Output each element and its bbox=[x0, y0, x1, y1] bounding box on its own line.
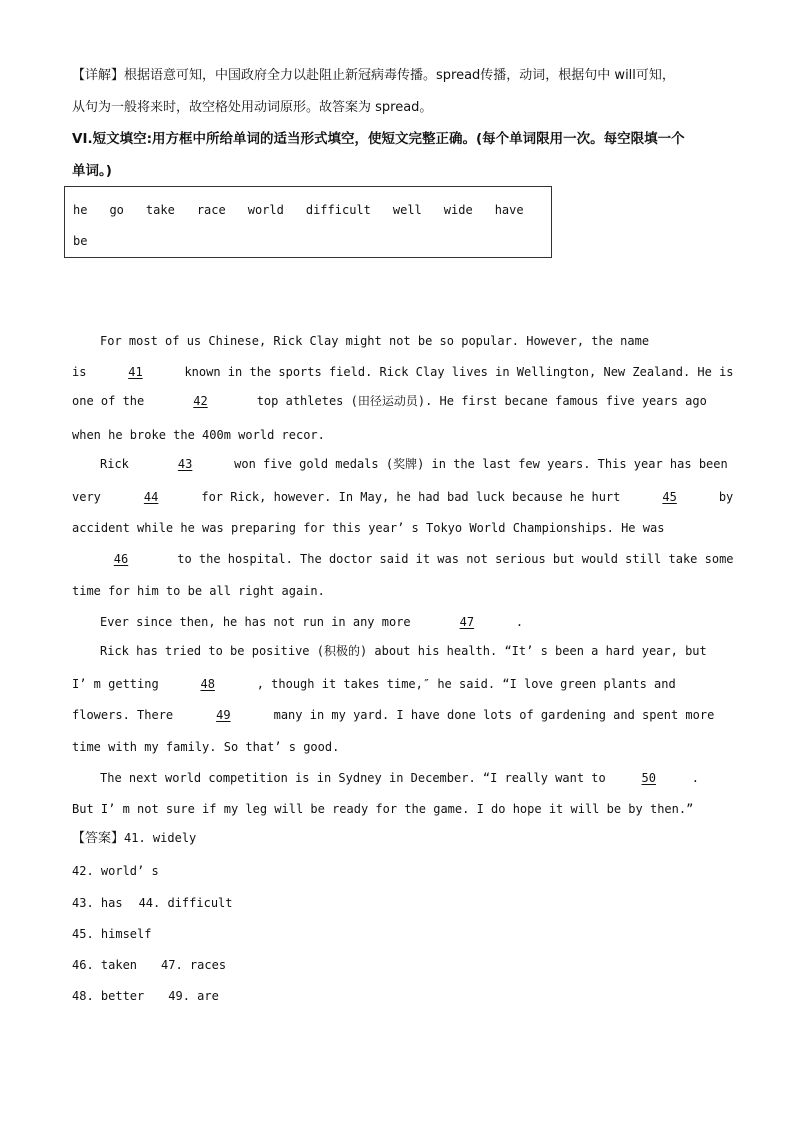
answer-45: 45. himself bbox=[72, 927, 152, 941]
answer-line-1 bbox=[72, 830, 196, 847]
p4-line-2: I’ m getting 48 , though it takes time,″ he said. “I love green plants and bbox=[72, 677, 676, 691]
blank-42[interactable]: 42 bbox=[193, 394, 208, 408]
section-heading-line-1: VI.短文填空:用方框中所给单词的适当形式填空，使短文完整正确。(每个单词限用一次。每空限填一个 bbox=[72, 131, 685, 147]
p1-line-4: when he broke the 400m world recor. bbox=[72, 428, 325, 442]
word-box-row-1 bbox=[73, 203, 546, 217]
p4-line-4: time with my family. So that’ s good. bbox=[72, 740, 340, 754]
blank-50[interactable]: 50 bbox=[641, 771, 656, 785]
word-box bbox=[64, 186, 552, 258]
answer-47: 47. races bbox=[161, 958, 227, 972]
p2-line-2: very 44 for Rick, however. In May, he had bad luck because he hurt 45 by bbox=[72, 490, 734, 504]
answer-line-3 bbox=[72, 895, 233, 911]
p5-line-2: But I’ m not sure if my leg will be ready for the game. I do hope it will be by then.” bbox=[72, 802, 694, 816]
p1-line-1: For most of us Chinese, Rick Clay might not be so popular. However, the name bbox=[100, 334, 650, 348]
blank-48[interactable]: 48 bbox=[200, 677, 215, 691]
p4-line-1: Rick has tried to be positive (积极的) about his health. “It’ s been a hard year, but bbox=[100, 644, 707, 658]
word-go: go bbox=[109, 203, 124, 217]
answer-43: 43. has bbox=[72, 896, 123, 910]
p2-line-4: 46 to the hospital. The doctor said it was not serious but would still take some bbox=[72, 551, 734, 567]
word-world: world bbox=[247, 203, 284, 217]
answer-49: 49. are bbox=[168, 989, 219, 1003]
explanation-line-2: 从句为一般将来时，故空格处用动词原形。故答案为 spread。 bbox=[72, 100, 433, 115]
answer-42: 42. world’ s bbox=[72, 864, 159, 878]
p1-line-3: one of the 42 top athletes (田径运动员). He first becane famous five years ago bbox=[72, 394, 707, 408]
p2-line-5: time for him to be all right again. bbox=[72, 584, 325, 598]
word-wide: wide bbox=[443, 203, 473, 217]
answer-48: 48. better bbox=[72, 989, 145, 1003]
answer-line-5 bbox=[72, 957, 226, 973]
word-be: be bbox=[73, 234, 88, 248]
word-have: have bbox=[494, 203, 524, 217]
answer-46: 46. taken bbox=[72, 958, 138, 972]
blank-41[interactable]: 41 bbox=[128, 365, 143, 379]
word-he: he bbox=[73, 203, 88, 217]
p2-line-3: accident while he was preparing for this year’ s Tokyo World Championships. He was bbox=[72, 521, 665, 535]
p1-line-2: is 41 known in the sports field. Rick Clay lives in Wellington, New Zealand. He is bbox=[72, 365, 734, 379]
answer-label: 【答案】 bbox=[72, 831, 125, 846]
blank-49[interactable]: 49 bbox=[216, 708, 231, 722]
p2-line-1: Rick 43 won five gold medals (奖牌) in the last few years. This year has been bbox=[100, 457, 728, 471]
word-well: well bbox=[392, 203, 422, 217]
word-race: race bbox=[196, 203, 226, 217]
section-heading-line-2: 单词。) bbox=[72, 163, 112, 179]
word-difficult: difficult bbox=[305, 203, 371, 217]
answer-41: 41. widely bbox=[124, 831, 197, 845]
blank-46[interactable]: 46 bbox=[113, 552, 129, 566]
word-box-row-2 bbox=[73, 234, 109, 248]
word-take: take bbox=[145, 203, 175, 217]
p3-line-1: Ever since then, he has not run in any more 47 . bbox=[100, 615, 524, 629]
answer-line-6 bbox=[72, 988, 219, 1004]
blank-43[interactable]: 43 bbox=[177, 457, 193, 471]
p5-line-1: The next world competition is in Sydney in December. “I really want to 50 . bbox=[100, 771, 699, 785]
answer-44: 44. difficult bbox=[138, 896, 233, 910]
explanation-line-1: 【详解】根据语意可知，中国政府全力以赴阻止新冠病毒传播。spread传播，动词，根据句中 will可知， bbox=[72, 68, 675, 83]
blank-45[interactable]: 45 bbox=[662, 490, 677, 504]
blank-47[interactable]: 47 bbox=[459, 615, 475, 629]
p4-line-3: flowers. There 49 many in my yard. I have done lots of gardening and spent more bbox=[72, 708, 715, 722]
blank-44[interactable]: 44 bbox=[143, 490, 159, 504]
